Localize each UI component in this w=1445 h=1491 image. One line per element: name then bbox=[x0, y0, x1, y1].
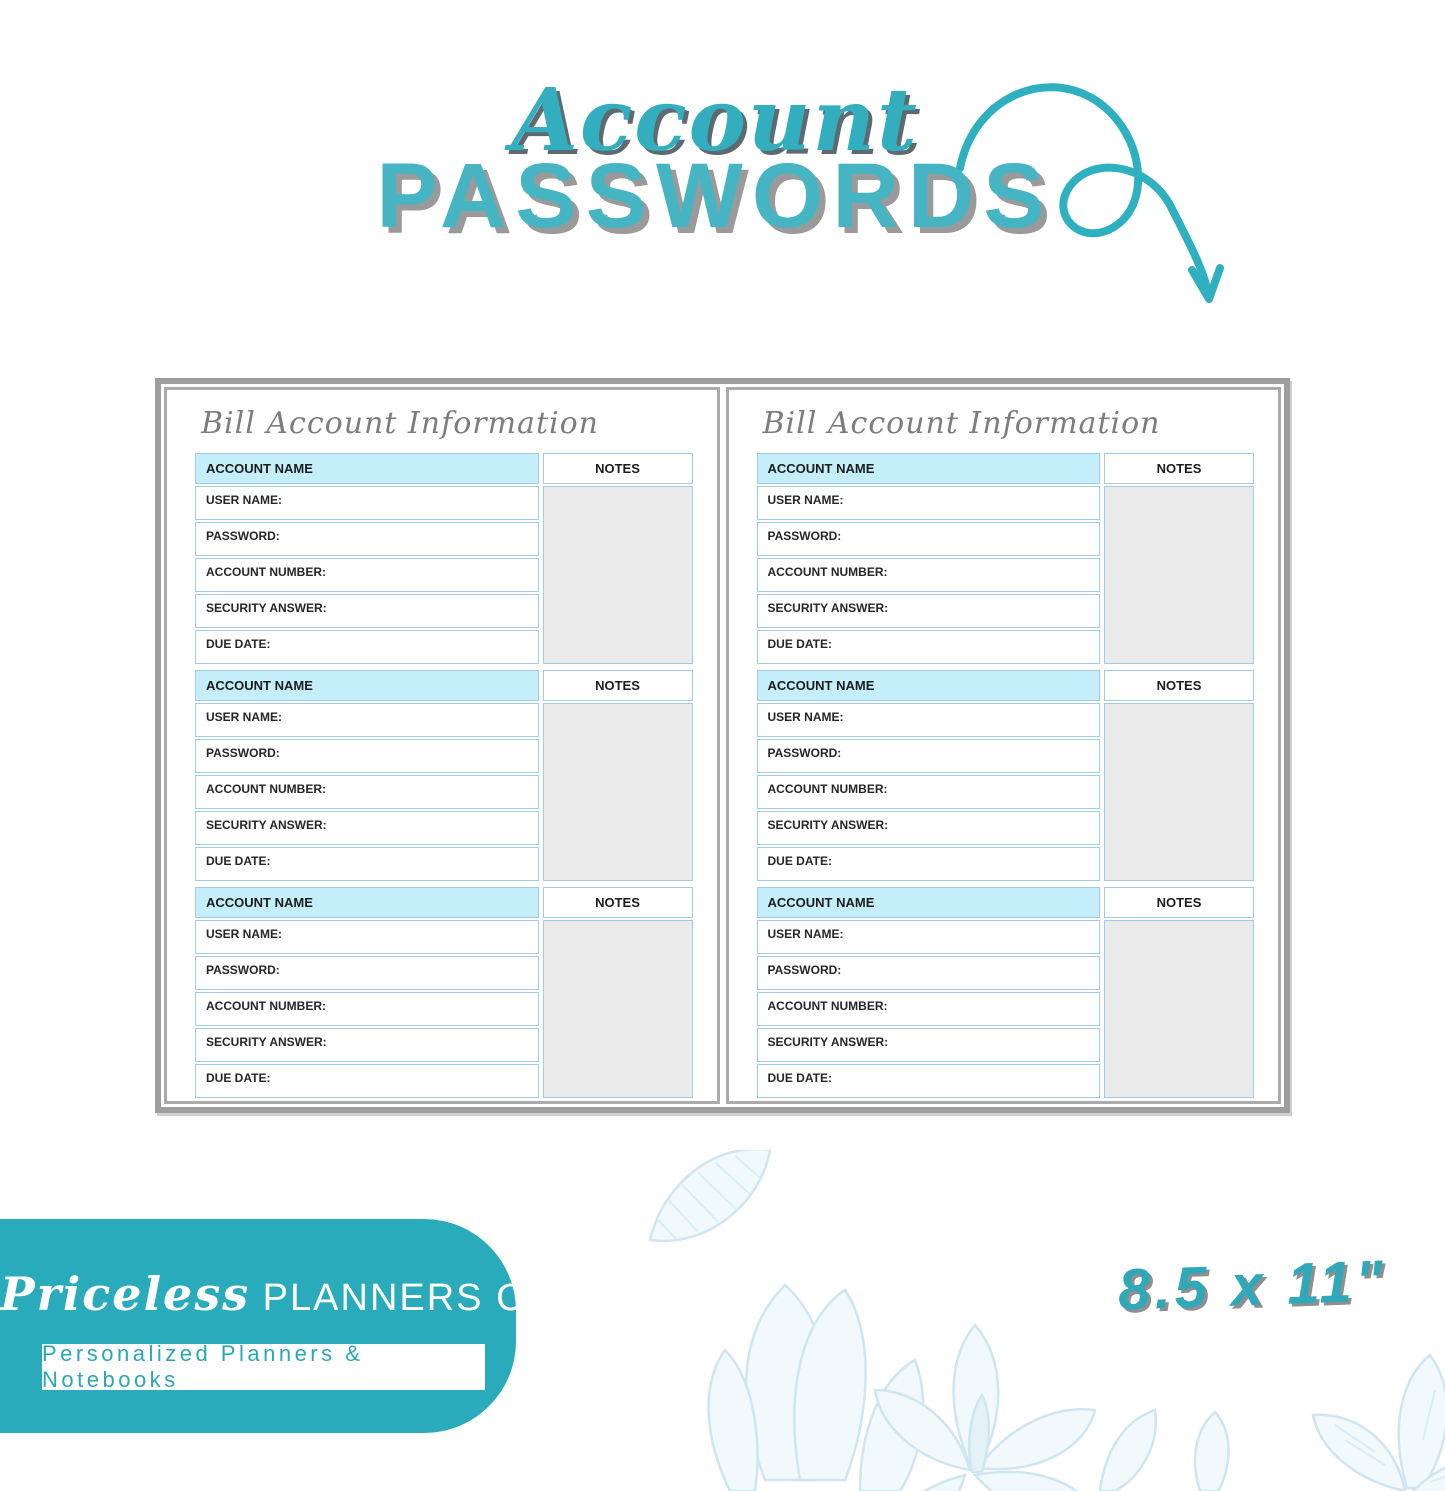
account-number-field: ACCOUNT NUMBER: bbox=[757, 992, 1101, 1026]
due-date-field: DUE DATE: bbox=[195, 847, 539, 881]
account-block bbox=[757, 670, 1255, 881]
notes-column bbox=[1104, 887, 1254, 1098]
due-date-field: DUE DATE: bbox=[757, 847, 1101, 881]
account-name-header: ACCOUNT NAME bbox=[195, 670, 539, 701]
account-number-field: ACCOUNT NUMBER: bbox=[195, 775, 539, 809]
notes-area bbox=[1104, 920, 1254, 1098]
page-heading: Bill Account Information bbox=[762, 406, 1161, 441]
title-main-word: PASSWORDS bbox=[376, 145, 1054, 247]
brand-name bbox=[0, 1267, 562, 1321]
account-blocks bbox=[195, 453, 693, 1098]
password-field: PASSWORD: bbox=[195, 956, 539, 990]
account-fields-column bbox=[757, 887, 1101, 1098]
page-size-label: 8.5 x 11" bbox=[1116, 1248, 1388, 1323]
password-field: PASSWORD: bbox=[195, 739, 539, 773]
account-number-field: ACCOUNT NUMBER: bbox=[195, 992, 539, 1026]
user-name-field: USER NAME: bbox=[757, 920, 1101, 954]
account-block bbox=[757, 453, 1255, 664]
notes-header: NOTES bbox=[1104, 670, 1254, 701]
account-block bbox=[195, 453, 693, 664]
brand-tagline-bar bbox=[42, 1341, 485, 1392]
due-date-field: DUE DATE: bbox=[757, 1064, 1101, 1098]
notes-header: NOTES bbox=[543, 887, 693, 918]
user-name-field: USER NAME: bbox=[757, 703, 1101, 737]
notes-column bbox=[543, 453, 693, 664]
user-name-field: USER NAME: bbox=[195, 486, 539, 520]
notes-area bbox=[1104, 703, 1254, 881]
notes-header: NOTES bbox=[1104, 887, 1254, 918]
password-field: PASSWORD: bbox=[757, 522, 1101, 556]
security-answer-field: SECURITY ANSWER: bbox=[757, 811, 1101, 845]
brand-badge bbox=[0, 1219, 562, 1433]
security-answer-field: SECURITY ANSWER: bbox=[195, 594, 539, 628]
password-field: PASSWORD: bbox=[195, 522, 539, 556]
account-block bbox=[195, 887, 693, 1098]
password-field: PASSWORD: bbox=[757, 956, 1101, 990]
planner-page-right bbox=[726, 387, 1282, 1104]
notes-header: NOTES bbox=[543, 453, 693, 484]
notes-header: NOTES bbox=[543, 670, 693, 701]
account-name-header: ACCOUNT NAME bbox=[195, 887, 539, 918]
account-number-field: ACCOUNT NUMBER: bbox=[757, 558, 1101, 592]
planner-page-left bbox=[164, 387, 720, 1104]
floral-background-illustration bbox=[500, 1150, 1445, 1491]
account-block bbox=[195, 670, 693, 881]
notes-column bbox=[543, 670, 693, 881]
notes-column bbox=[543, 887, 693, 1098]
planner-page-spread bbox=[155, 378, 1290, 1113]
title-script-word: Account bbox=[511, 70, 919, 171]
security-answer-field: SECURITY ANSWER: bbox=[757, 1028, 1101, 1062]
notes-header: NOTES bbox=[1104, 453, 1254, 484]
security-answer-field: SECURITY ANSWER: bbox=[195, 811, 539, 845]
account-number-field: ACCOUNT NUMBER: bbox=[757, 775, 1101, 809]
page-heading: Bill Account Information bbox=[201, 406, 599, 441]
notes-column bbox=[1104, 670, 1254, 881]
user-name-field: USER NAME: bbox=[195, 920, 539, 954]
user-name-field: USER NAME: bbox=[195, 703, 539, 737]
due-date-field: DUE DATE: bbox=[195, 1064, 539, 1098]
due-date-field: DUE DATE: bbox=[195, 630, 539, 664]
security-answer-field: SECURITY ANSWER: bbox=[195, 1028, 539, 1062]
notes-area bbox=[543, 486, 693, 664]
brand-script-word: Priceless bbox=[0, 1267, 251, 1321]
account-block bbox=[757, 887, 1255, 1098]
account-name-header: ACCOUNT NAME bbox=[757, 887, 1101, 918]
password-field: PASSWORD: bbox=[757, 739, 1101, 773]
account-name-header: ACCOUNT NAME bbox=[757, 670, 1101, 701]
account-fields-column bbox=[195, 670, 539, 881]
due-date-field: DUE DATE: bbox=[757, 630, 1101, 664]
notes-area bbox=[543, 920, 693, 1098]
account-blocks bbox=[757, 453, 1255, 1098]
notes-area bbox=[1104, 486, 1254, 664]
account-name-header: ACCOUNT NAME bbox=[195, 453, 539, 484]
security-answer-field: SECURITY ANSWER: bbox=[757, 594, 1101, 628]
notes-area bbox=[543, 703, 693, 881]
account-fields-column bbox=[195, 887, 539, 1098]
account-name-header: ACCOUNT NAME bbox=[757, 453, 1101, 484]
account-number-field: ACCOUNT NUMBER: bbox=[195, 558, 539, 592]
brand-rest-word: PLANNERS Co. bbox=[250, 1277, 562, 1319]
brand-tagline: Personalized Planners & Notebooks bbox=[42, 1341, 364, 1392]
account-fields-column bbox=[757, 670, 1101, 881]
user-name-field: USER NAME: bbox=[757, 486, 1101, 520]
account-fields-column bbox=[195, 453, 539, 664]
account-fields-column bbox=[757, 453, 1101, 664]
notes-column bbox=[1104, 453, 1254, 664]
poster-title bbox=[350, 70, 1080, 247]
